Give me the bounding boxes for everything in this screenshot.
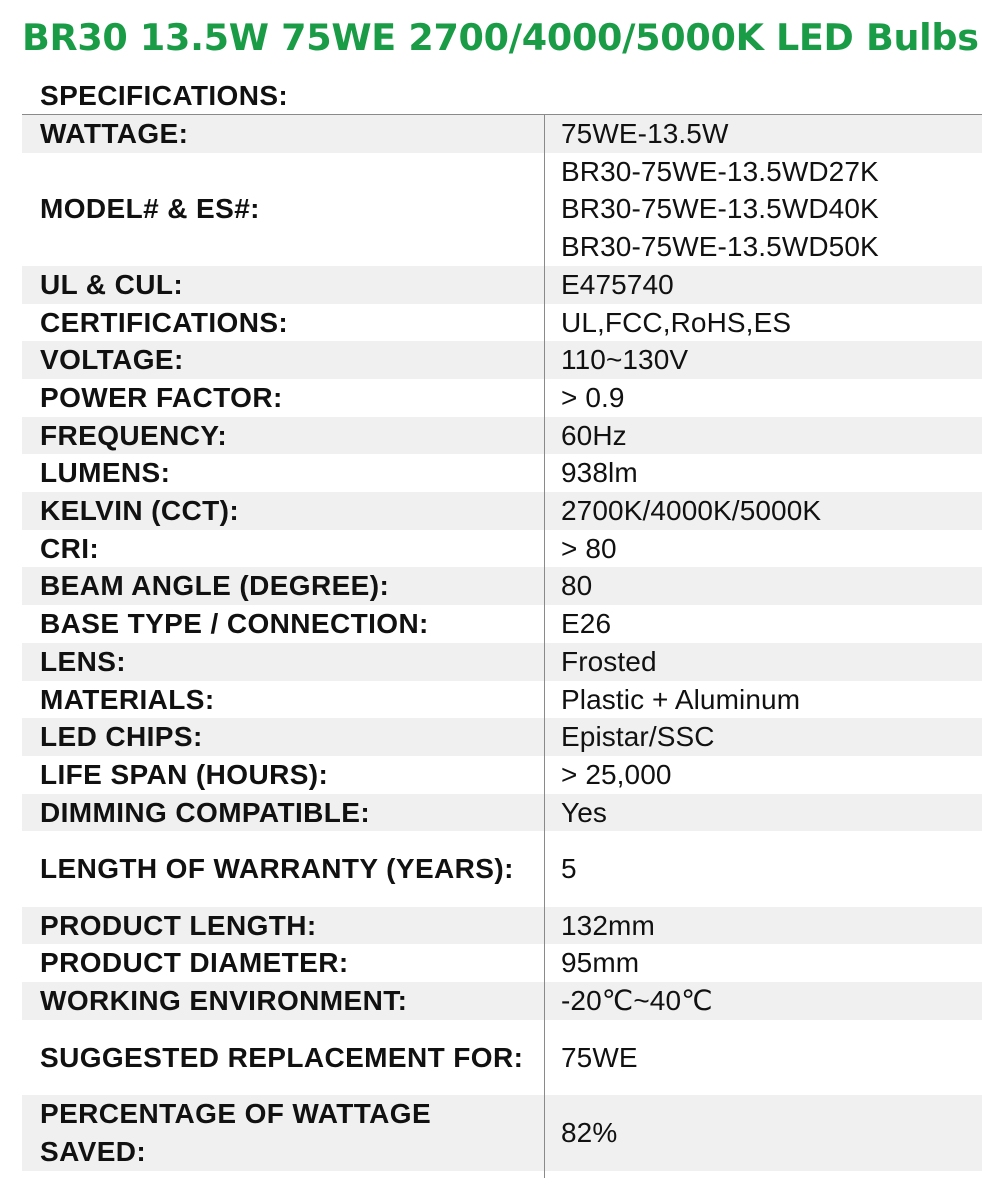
table-row (22, 304, 982, 342)
table-row (22, 530, 982, 568)
spec-label: WORKING ENVIRONMENT: (22, 982, 544, 1020)
spec-label: LENGTH OF WARRANTY (YEARS): (40, 853, 514, 885)
table-row (22, 831, 982, 906)
spec-value: 5 (561, 853, 577, 885)
spec-value: 95mm (561, 947, 640, 979)
model-number: BR30-75WE-13.5WD27K (561, 155, 879, 187)
specifications-table (22, 115, 982, 1171)
spec-label: KELVIN (CCT): (22, 492, 544, 530)
spec-value: > 80 (561, 532, 617, 564)
spec-label: PRODUCT LENGTH: (22, 907, 544, 945)
column-divider (544, 115, 545, 1178)
spec-label: PERCENTAGE OF WATTAGE SAVED: (22, 1095, 544, 1170)
page-title: BR30 13.5W 75WE 2700/4000/5000K LED Bulbs (22, 16, 979, 59)
table-row (22, 1020, 982, 1095)
spec-value: Frosted (544, 643, 982, 681)
spec-value: E26 (561, 608, 612, 640)
table-row (22, 681, 982, 719)
table-row (22, 417, 982, 455)
spec-value: E475740 (544, 266, 982, 304)
table-row (22, 341, 982, 379)
table-row (22, 944, 982, 982)
table-row (22, 454, 982, 492)
spec-label: MATERIALS: (40, 683, 215, 715)
table-row (22, 643, 982, 681)
spec-value-multiline (544, 153, 982, 266)
table-row (22, 1095, 982, 1170)
table-row (22, 153, 982, 266)
spec-label: LED CHIPS: (22, 718, 544, 756)
spec-value: > 0.9 (561, 381, 625, 413)
spec-value: 75WE-13.5W (544, 115, 982, 153)
model-number: BR30-75WE-13.5WD40K (561, 193, 879, 225)
spec-value: 938lm (561, 457, 638, 489)
spec-value: > 25,000 (561, 758, 672, 790)
table-row (22, 605, 982, 643)
table-row (22, 492, 982, 530)
model-number: BR30-75WE-13.5WD50K (561, 231, 879, 263)
table-row (22, 567, 982, 605)
spec-value: 60Hz (544, 417, 982, 455)
spec-label: FREQUENCY: (22, 417, 544, 455)
spec-label: VOLTAGE: (22, 341, 544, 379)
spec-value: 110~130V (544, 341, 982, 379)
spec-value: 132mm (544, 907, 982, 945)
spec-label: POWER FACTOR: (40, 381, 283, 413)
spec-label: CERTIFICATIONS: (40, 306, 289, 338)
spec-label: SUGGESTED REPLACEMENT FOR: (40, 1041, 524, 1073)
specifications-heading: SPECIFICATIONS: (40, 80, 289, 111)
table-row (22, 115, 982, 153)
spec-value: Yes (544, 794, 982, 832)
table-row (22, 379, 982, 417)
table-row (22, 266, 982, 304)
table-row (22, 794, 982, 832)
spec-label: DIMMING COMPATIBLE: (22, 794, 544, 832)
table-row (22, 756, 982, 794)
spec-label: WATTAGE: (22, 115, 544, 153)
spec-label: LIFE SPAN (HOURS): (40, 758, 329, 790)
spec-label: PRODUCT DIAMETER: (40, 947, 349, 979)
table-row (22, 907, 982, 945)
spec-label: UL & CUL: (22, 266, 544, 304)
spec-label: BASE TYPE / CONNECTION: (40, 608, 429, 640)
spec-value: 80 (544, 567, 982, 605)
spec-value: 2700K/4000K/5000K (544, 492, 982, 530)
spec-value: Epistar/SSC (544, 718, 982, 756)
spec-label: CRI: (40, 532, 100, 564)
table-row (22, 982, 982, 1020)
spec-value: UL,FCC,RoHS,ES (561, 306, 792, 338)
spec-label: MODEL# & ES#: (40, 193, 260, 225)
table-row (22, 718, 982, 756)
spec-value: -20℃~40℃ (544, 982, 982, 1020)
spec-value: 82% (544, 1095, 982, 1170)
spec-label: LUMENS: (40, 457, 171, 489)
spec-label: BEAM ANGLE (DEGREE): (22, 567, 544, 605)
spec-value: Plastic + Aluminum (561, 683, 801, 715)
spec-label: LENS: (22, 643, 544, 681)
spec-value: 75WE (561, 1041, 638, 1073)
